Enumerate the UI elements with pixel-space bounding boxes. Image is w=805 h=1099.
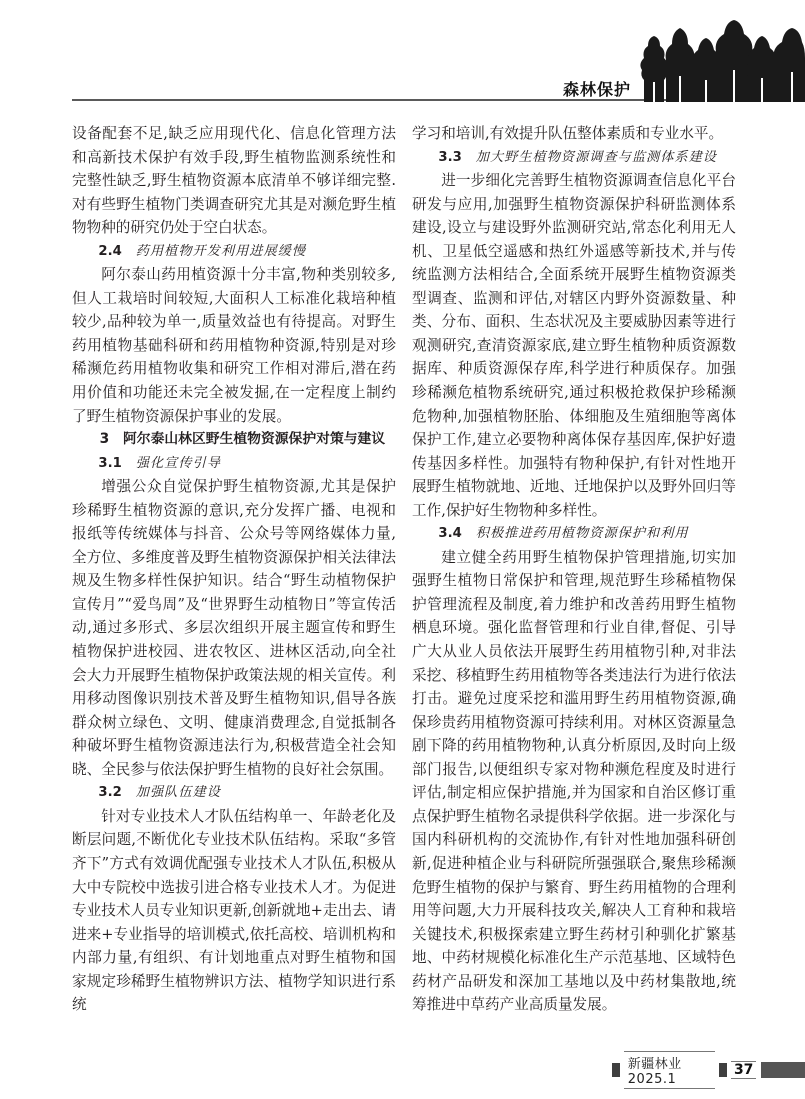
forest-trees-icon xyxy=(636,20,805,102)
subsection-number: 2.4 xyxy=(98,243,122,259)
page-header xyxy=(0,0,805,110)
subsection-number: 3.4 xyxy=(438,526,462,542)
subsection-number: 3.1 xyxy=(98,455,122,471)
subsection-title: 加大野生植物资源调查与监测体系建设 xyxy=(475,149,717,165)
paragraph: 学习和培训,有效提升队伍整体素质和专业水平。 xyxy=(412,125,724,142)
subsection-number: 3.2 xyxy=(98,785,122,801)
subsection-heading xyxy=(412,146,736,170)
page-footer xyxy=(612,1057,805,1087)
subsection-heading xyxy=(72,240,396,264)
section-heading: 3 阿尔泰山林区野生植物资源保护对策与建议 xyxy=(99,431,386,448)
paragraph: 增强公众自觉保护野生植物资源,尤其是保护珍稀野生植物资源的意识,充分发挥广播、电视和报纸等传统媒体与抖音、公众号等网络媒体力量,全方位、多维度普及野生植物资源保护相关法律法规及生物多样性保护知识。结合“野生动植物保护宣传月”“爱鸟周”及“世界野生动植物日”等宣传活动,通过多形式、多层次组织开展主题宣传和野生植物保护进校园、进农牧区、进林区活动,向全社会大力开展野生植物保护政策法规的相关宣传。利用移动图像识别技术普及野生植物知识,倡导各族群众树立绿色、文明、健康消费理念,自觉抵制各种破坏野生植物资源违法行为,积极营造全社会知晓、全民参与依法保护野生植物的良好社会氛围。 xyxy=(72,478,396,778)
section-label: 森林保护 xyxy=(563,80,632,99)
subsection-number: 3.3 xyxy=(438,149,462,165)
paragraph: 设备配套不足,缺乏应用现代化、信息化管理方法和高新技术保护有效手段,野生植物监测系统性和完整性缺乏,野生植物资源本底清单不够详细完整. 对有些野生植物门类调查研究尤其是对濒危野生植物物种的研究仍处于空白状态。 xyxy=(72,125,396,237)
subsection-heading xyxy=(72,781,396,805)
subsection-title: 药用植物开发利用进展缓慢 xyxy=(135,243,307,259)
journal-issue: 新疆林业 2025.1 xyxy=(624,1051,715,1089)
subsection-heading xyxy=(412,522,736,546)
right-column xyxy=(412,122,736,1017)
paragraph: 阿尔泰山药用植资源十分丰富,物种类别较多,但人工栽培时间较短,大面积人工标准化栽培种植较少,品种较为单一,质量效益也有待提高。对野生药用植物基础科研和药用植物种资源,特别是对珍稀濒危药用植物收集和研究工作相对滞后,潜在药用价值和功能还未完全被发掘,在一定程度上制约了野生植物资源保护事业的发展。 xyxy=(72,266,396,425)
subsection-heading xyxy=(72,452,396,476)
subsection-title: 积极推进药用植物资源保护和利用 xyxy=(475,526,689,542)
left-column xyxy=(72,122,396,1017)
paragraph: 针对专业技术人才队伍结构单一、年龄老化及断层问题,不断优化专业技术队伍结构。采取“多管齐下”方式有效调优配强专业技术人才队伍,积极从大中专院校中选拔引进合格专业技术人才。为促进专业技术人员专业知识更新,创新就地+走出去、请进来+专业指导的培训模式,依托高校、培训机构和内部力量,有组织、有计划地重点对野生植物和国家规定珍稀野生植物辨识方法、植物学知识进行系统 xyxy=(72,807,396,1014)
header-rule xyxy=(72,99,732,101)
paragraph: 进一步细化完善野生植物资源调查信息化平台研发与应用,加强野生植物资源保护科研监测体系建设,设立与建设野外监测研究站,常态化利用无人机、卫星低空遥感和热红外遥感等新技术,并与传统监测方法相结合,全面系统开展野生植物资源类型调查、监测和评估,对辖区内野外资源数量、种类、分布、面积、生态状况及主要威胁因素等进行观测研究,查清资源家底,建立野生植物种质资源数据库、种质资源保存库,科学进行种质保存。加强珍稀濒危植物系统研究,通过积极抢救保护珍稀濒危物种,加强植物胚胎、体细胞及生殖细胞等离体保护工作,建立必要物种离体保存基因库,保护好遗传基因多样性。加强特有物种保护,有针对性地开展野生植物就地、近地、迁地保护以及野外回归等工作,保护好生物物种多样性。 xyxy=(412,172,736,519)
footer-bar xyxy=(761,1062,805,1078)
footer-block xyxy=(719,1063,727,1077)
subsection-title: 强化宣传引导 xyxy=(135,455,221,471)
subsection-title: 加强队伍建设 xyxy=(135,785,221,801)
paragraph: 建立健全药用野生植物保护管理措施,切实加强野生植物日常保护和管理,规范野生珍稀植物保护管理流程及制度,着力维护和改善药用野生植物栖息环境。强化监督管理和行业自律,督促、引导广大从业人员依法开展野生药用植物引种,对非法采挖、移植野生药用植物等各类违法行为进行依法打击。避免过度采挖和滥用野生药用植物资源,确保珍贵药用植物资源可持续利用。对林区资源量急剧下降的药用植物物种,认真分析原因,及时向上级部门报告,以便组织专家对物种濒危程度及时进行评估,制定相应保护措施,并为国家和自治区修订重点保护野生植物名录提供科学依据。进一步深化与国内科研机构的交流协作,有针对性地加强科研创新,促进种植企业与科研院所强强联合,聚焦珍稀濒危野生植物的保护与繁育、野生药用植物的合理利用等问题,大力开展科技攻关,解决人工育种和栽培关键技术,积极探索建立野生药材引种驯化扩繁基地、中药材规模化标准化生产示范基地、区域特色药材产品研发和深加工基地以及中药材集散地,统筹推进中草药产业高质量发展。 xyxy=(412,548,736,1014)
page-number: 37 xyxy=(731,1061,756,1079)
footer-block xyxy=(612,1063,620,1077)
